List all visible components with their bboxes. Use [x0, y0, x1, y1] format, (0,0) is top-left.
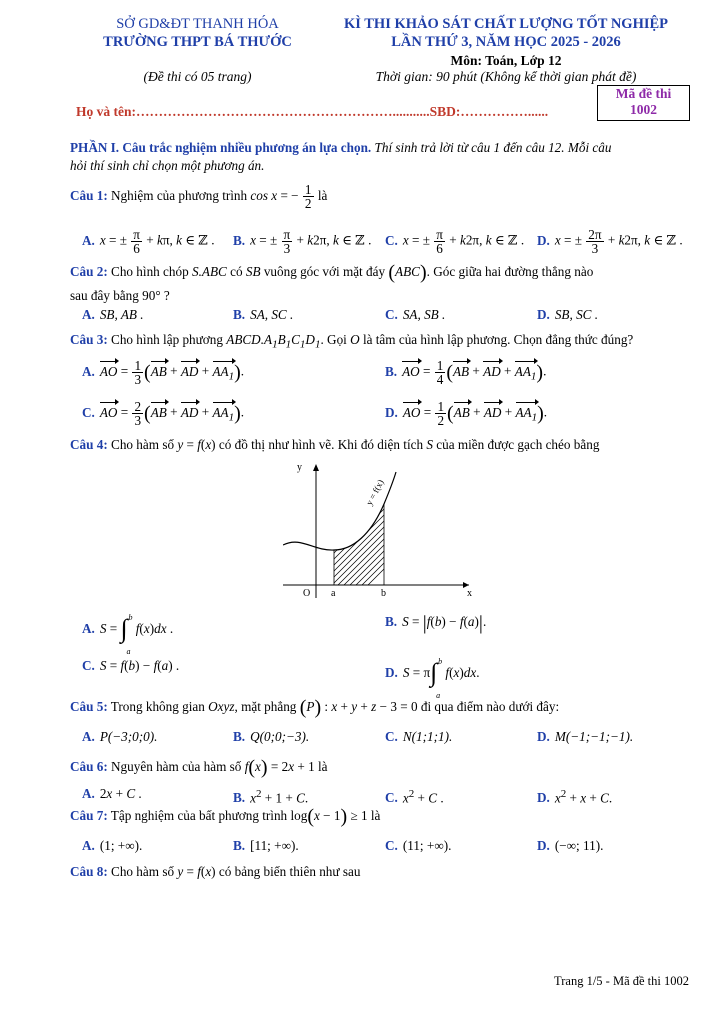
option-text: (1; +∞).	[99, 838, 143, 853]
question-8-text: có bảng biến thiên như sau	[215, 864, 361, 879]
question-1-text: Nghiệm của phương trình	[107, 188, 251, 203]
q1-option-d[interactable]: D. x = ± $\frac{2\pi}{3}$ + k2π, k ∈ ℤ .	[537, 227, 683, 256]
question-7-label: Câu 7:	[70, 808, 108, 823]
q3-option-b[interactable]: B. AO = $\frac{1}{4}$ (AB + AD + $AA_1$).	[385, 358, 547, 387]
option-label: A.	[82, 786, 95, 801]
q7-option-d[interactable]	[537, 836, 603, 856]
point-b-label: b	[381, 588, 386, 599]
option-label: B.	[385, 363, 398, 379]
curve-label: y = f(x)	[363, 477, 386, 507]
question-2-text: vuông góc với mặt đáy	[260, 264, 389, 279]
question-4: Câu 4: Cho hàm số y = f(x) có đồ thị như hình vẽ. Khi đó diện tích S của miền được gạch chéo bằng	[70, 437, 600, 452]
option-label: B.	[233, 790, 246, 806]
question-2-text: ?	[160, 288, 170, 303]
question-1-tail: là	[314, 188, 328, 203]
option-label: D.	[537, 307, 550, 322]
exam-code-box	[597, 85, 690, 121]
q2-option-d[interactable]	[537, 305, 598, 325]
page-count-note: (Đề thi có 05 trang)	[143, 69, 252, 84]
q5-option-d[interactable]	[537, 727, 633, 747]
option-label: A.	[82, 838, 95, 853]
question-4-label: Câu 4:	[70, 437, 108, 452]
question-3-label: Câu 3:	[70, 332, 108, 347]
question-2-text: có	[226, 264, 246, 279]
question-5-text: , mặt phẳng	[234, 699, 300, 714]
option-text: N(1;1;1).	[402, 729, 453, 744]
q1-option-a[interactable]: A. x = ± $\frac{\pi}{6}$ + kπ, k ∈ ℤ .	[82, 227, 215, 256]
exam-duration: Thời gian: 90 phút (Không kể thời gian phát đề)	[375, 69, 637, 84]
exam-code-label: Mã đề thi	[615, 86, 672, 101]
part1-title: PHẦN I. Câu trắc nghiệm nhiều phương án lựa chọn.	[70, 140, 372, 155]
option-label: A.	[82, 307, 95, 322]
question-5: Câu 5: Trong không gian Oxyz, mặt phẳng (P) : x + y + z − 3 = 0 đi qua điểm nào dưới đây:	[70, 696, 560, 719]
question-1: Câu 1: Nghiệm của phương trình cos x = − $\frac{1}{2}$ là	[70, 182, 328, 212]
option-label: D.	[385, 404, 398, 420]
q4-option-a[interactable]: A. S = ∫ b a f(x)dx .	[82, 613, 174, 656]
option-text: P(−3;0;0).	[99, 729, 158, 744]
question-6-label: Câu 6:	[70, 759, 108, 774]
q2-option-a[interactable]	[82, 305, 144, 325]
option-label: D.	[537, 790, 550, 806]
question-2-text: Cho hình chóp	[107, 264, 192, 279]
option-label: D.	[537, 838, 550, 853]
question-2: Câu 2: Cho hình chóp S.ABC có SB vuông góc với mặt đáy (ABC). Góc giữa hai đường thẳng nào	[70, 261, 594, 284]
option-text: M(−1;−1;−1).	[554, 729, 634, 744]
question-5-text: Trong không gian	[107, 699, 209, 714]
question-3-text: . Gọi	[320, 332, 351, 347]
option-text: SB, SC .	[554, 307, 599, 322]
option-label: B.	[233, 838, 246, 853]
part1-title-line	[70, 138, 693, 157]
origin-label: O	[303, 588, 311, 599]
question-2-text: . Góc giữa hai đường thẳng nào	[426, 264, 594, 279]
question-1-label: Câu 1:	[70, 188, 108, 203]
x-axis-label: x	[467, 588, 472, 599]
point-a-label: a	[331, 588, 336, 599]
option-text: (−∞; 11).	[554, 838, 604, 853]
page-footer: Trang 1/5 - Mã đề thi 1002	[554, 974, 689, 988]
q3-option-a[interactable]: A. AO = $\frac{1}{3}$ (AB + AD + $AA_1$).	[82, 358, 245, 387]
hatched-region	[283, 498, 455, 598]
q5-option-b[interactable]	[233, 727, 309, 747]
option-label: A.	[82, 729, 95, 744]
question-5-text: đi qua điểm nào dưới đây:	[417, 699, 560, 714]
q6-option-b[interactable]: B. $x^2 + 1 + C$.	[233, 788, 309, 806]
option-text: SA, SB .	[402, 307, 446, 322]
option-label: B.	[385, 614, 398, 629]
question-4-text: Cho hàm số	[107, 437, 178, 452]
q6-option-a[interactable]: A. 2x + C .	[82, 786, 142, 801]
option-text: (11; +∞).	[402, 838, 452, 853]
y-axis-label: y	[297, 462, 302, 473]
q3-option-c[interactable]: C. AO = $\frac{2}{3}$ (AB + AD + $AA_1$).	[82, 399, 245, 428]
option-label: C.	[82, 658, 95, 673]
exam-session: LẦN THỨ 3, NĂM HỌC 2025 - 2026	[391, 34, 621, 50]
question-3-text: Cho hình lập phương	[107, 332, 227, 347]
q3-option-d[interactable]: D. AO = $\frac{1}{2}$ (AB + AD + $AA_1$).	[385, 399, 548, 428]
exam-code: 1002	[630, 102, 657, 117]
q4-option-b[interactable]: B. S = |f(b) − f(a)|.	[385, 611, 487, 634]
question-2-label: Câu 2:	[70, 264, 108, 279]
q2-option-c[interactable]	[385, 305, 445, 325]
question-4-text: có đồ thị như hình vẽ. Khi đó diện tích	[215, 437, 427, 452]
part1-instruction-2: hỏi thí sinh chỉ chọn một phương án.	[70, 158, 265, 173]
question-8-text: Cho hàm số	[107, 864, 178, 879]
question-7: Câu 7: Tập nghiệm của bất phương trình log(x − 1) ≥ 1 là	[70, 805, 381, 828]
question-3: Câu 3: Cho hình lập phương $ABCD.A_1B_1C_1D_1$. Gọi O là tâm của hình lập phương. Chọn đẳng thức đúng?	[70, 332, 634, 351]
question-2-text: sau đây bằng	[70, 288, 143, 303]
option-label: C.	[385, 307, 398, 322]
option-label: C.	[385, 790, 398, 806]
option-text: [11; +∞).	[250, 838, 299, 853]
option-label: A.	[82, 232, 95, 248]
option-label: A.	[82, 363, 95, 379]
option-label: C.	[385, 838, 398, 853]
q7-option-a[interactable]	[82, 836, 142, 856]
question-6: Câu 6: Nguyên hàm của hàm số f(x) = 2x + 1 là	[70, 756, 328, 779]
q1-option-b[interactable]: B. x = ± $\frac{\pi}{3}$ + k2π, k ∈ ℤ .	[233, 227, 372, 256]
question-6-text: là	[314, 759, 328, 774]
coordinate-space: Oxyz	[208, 699, 235, 714]
question-6-text: Nguyên hàm của hàm số	[107, 759, 245, 774]
q6-option-c[interactable]: C. $x^2 + C$ .	[385, 788, 444, 806]
school-name: TRƯỜNG THPT BÁ THƯỚC	[103, 34, 292, 50]
option-label: C.	[82, 404, 95, 420]
option-text: SA, SC .	[250, 307, 294, 322]
question-7-text: là	[370, 808, 381, 823]
part1-instruction: Thí sinh trả lời từ câu 1 đến câu 12. Mỗi câu	[371, 140, 612, 155]
student-info-line: Họ và tên:…………………………………………………...........SBD:……………......	[76, 104, 549, 119]
q4-option-d[interactable]: D. S = π ∫ b a f(x)dx.	[385, 657, 480, 700]
exam-title: KÌ THI KHẢO SÁT CHẤT LƯỢNG TỐT NGHIỆP	[343, 16, 669, 32]
question-8: Câu 8: Cho hàm số y = f(x) có bảng biến thiên như sau	[70, 864, 361, 879]
school-department: SỞ GD&ĐT THANH HÓA	[116, 16, 279, 32]
q7-option-b[interactable]	[233, 836, 299, 856]
option-text: Q(0;0;−3).	[250, 729, 310, 744]
option-label: D.	[385, 665, 398, 681]
y-axis-arrow	[313, 464, 319, 471]
option-label: D.	[537, 729, 550, 744]
option-label: B.	[233, 307, 246, 322]
question-4-text: của miền được gạch chéo bằng	[432, 437, 600, 452]
question-2-cont: sau đây bằng 90° ?	[70, 288, 170, 303]
question-3-text: là tâm của hình lập phương. Chọn đẳng thức đúng?	[359, 332, 634, 347]
question-8-label: Câu 8:	[70, 864, 108, 879]
option-label: C.	[385, 729, 398, 744]
question-7-text: Tập nghiệm của bất phương trình	[107, 808, 291, 823]
option-label: A.	[82, 621, 95, 637]
q6-option-d[interactable]: D. $x^2 + x + C$.	[537, 788, 613, 806]
q4-option-c[interactable]: C. S = f(b) − f(a) .	[82, 658, 180, 673]
option-label: D.	[537, 232, 550, 248]
q1-option-c[interactable]: C. x = ± $\frac{\pi}{6}$ + k2π, k ∈ ℤ .	[385, 227, 525, 256]
option-label: C.	[385, 232, 398, 248]
option-text: SB, AB .	[99, 307, 144, 322]
question-5-label: Câu 5:	[70, 699, 108, 714]
q7-option-c[interactable]	[385, 836, 451, 856]
option-label: B.	[233, 729, 246, 744]
option-label: B.	[233, 232, 246, 248]
exam-subject: Môn: Toán, Lớp 12	[450, 53, 562, 68]
q2-option-b[interactable]	[233, 305, 293, 325]
q5-option-a[interactable]	[82, 727, 157, 747]
q5-option-c[interactable]	[385, 727, 452, 747]
area-graph-figure	[283, 458, 483, 600]
